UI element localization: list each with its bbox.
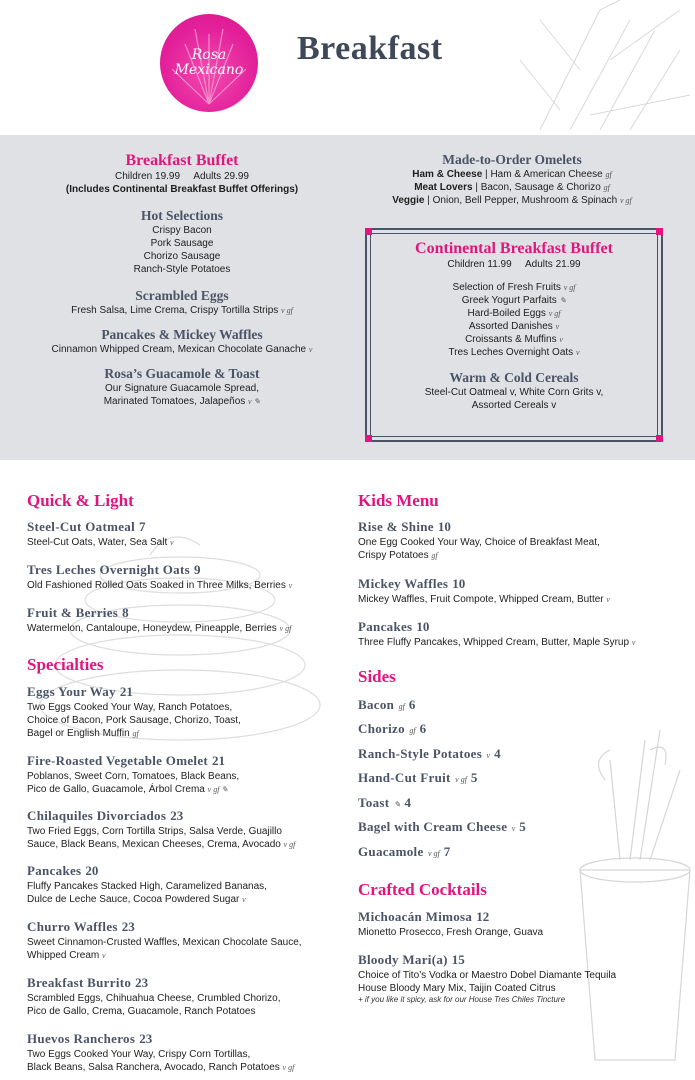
box-corner bbox=[365, 228, 372, 235]
omelets-title: Made-to-Order Omelets bbox=[442, 152, 582, 167]
logo-line2: Mexicano bbox=[174, 62, 244, 78]
guacamole-toast-desc: Marinated Tomatoes, Jalapeños bbox=[103, 396, 246, 407]
item-desc: Two Eggs Cooked Your Way, Ranch Potatoes, bbox=[27, 702, 233, 713]
side-item bbox=[358, 818, 526, 836]
omelet-row: Meat Lovers | Bacon, Sausage & Chorizo gf bbox=[414, 182, 610, 193]
cereals-title: Warm & Cold Cereals bbox=[449, 370, 579, 385]
guacamole-toast-title: Rosa’s Guacamole & Toast bbox=[104, 366, 260, 381]
item-name: Huevos Rancheros bbox=[27, 1031, 136, 1046]
item-price: 10 bbox=[452, 576, 466, 591]
diet-badge: v bbox=[559, 335, 563, 344]
continental-item: Tres Leches Overnight Oats bbox=[448, 347, 574, 358]
hot-selections-title: Hot Selections bbox=[140, 208, 224, 223]
box-corner bbox=[656, 228, 663, 235]
diet-badge: v bbox=[242, 895, 246, 904]
item-price: 10 bbox=[416, 619, 430, 634]
menu-item bbox=[27, 807, 295, 851]
diet-badge: v gf ✎ bbox=[207, 785, 229, 794]
item-desc: Pico de Gallo, Guacamole, Árbol Crema bbox=[27, 784, 205, 795]
cereals-line: Steel-Cut Oatmeal v, White Corn Grits v, bbox=[424, 387, 604, 398]
continental-item: Greek Yogurt Parfaits bbox=[461, 295, 557, 306]
item-name: Bagel with Cream Cheese bbox=[358, 819, 508, 834]
side-item bbox=[358, 720, 426, 738]
side-item bbox=[358, 843, 450, 861]
item-price: 21 bbox=[212, 753, 226, 768]
guacamole-toast-desc: Our Signature Guacamole Spread, bbox=[105, 383, 259, 394]
scrambled-eggs-title: Scrambled Eggs bbox=[135, 288, 229, 303]
hot-item: Chorizo Sausage bbox=[143, 251, 221, 262]
diet-badge: v gf bbox=[619, 196, 632, 205]
item-name: Breakfast Burrito bbox=[27, 975, 132, 990]
diet-badge: ✎ bbox=[393, 800, 401, 809]
menu-item bbox=[358, 618, 635, 649]
side-item bbox=[358, 794, 411, 812]
item-name: Ranch-Style Potatoes bbox=[358, 746, 483, 761]
diet-badge: v bbox=[288, 581, 293, 590]
item-price: 5 bbox=[519, 819, 526, 834]
breakfast-buffet-prices: Children 19.99 Adults 29.99 bbox=[115, 171, 249, 182]
diet-badge: gf bbox=[605, 170, 612, 179]
page-title: Breakfast bbox=[297, 30, 443, 67]
item-price: 23 bbox=[135, 975, 149, 990]
item-name: Mickey Waffles bbox=[358, 576, 449, 591]
item-price: 12 bbox=[476, 909, 490, 924]
diet-badge: v gf bbox=[548, 309, 561, 318]
diet-badge: gf bbox=[132, 729, 139, 738]
diet-badge: gf bbox=[398, 702, 405, 711]
item-name: Chilaquiles Divorciados bbox=[27, 808, 167, 823]
menu-item bbox=[27, 561, 292, 592]
menu-item bbox=[27, 752, 239, 796]
item-price: 23 bbox=[121, 919, 135, 934]
hot-item: Crispy Bacon bbox=[152, 225, 212, 236]
item-desc: Scrambled Eggs, Chihuahua Cheese, Crumbled Chorizo, bbox=[27, 993, 281, 1004]
item-desc: Whipped Cream bbox=[27, 950, 100, 961]
item-desc: Poblanos, Sweet Corn, Tomatoes, Black Beans, bbox=[27, 771, 240, 782]
menu-item bbox=[27, 862, 267, 906]
item-desc: Crispy Potatoes bbox=[358, 550, 429, 561]
item-name: Hand-Cut Fruit bbox=[358, 770, 451, 785]
header bbox=[0, 0, 695, 130]
diet-badge: v ✎ bbox=[248, 397, 261, 406]
item-name: Pancakes bbox=[358, 619, 413, 634]
agave-illustration-icon bbox=[480, 0, 695, 130]
diet-badge: v gf bbox=[283, 840, 296, 849]
continental-item: Croissants & Muffins bbox=[465, 334, 557, 345]
omelet-desc: Bacon, Sausage & Chorizo bbox=[480, 182, 601, 193]
breakfast-buffet-includes: (Includes Continental Breakfast Buffet Offerings) bbox=[65, 184, 299, 195]
diet-badge: v bbox=[486, 751, 491, 760]
menu-item bbox=[27, 918, 302, 962]
item-name: Tres Leches Overnight Oats bbox=[27, 562, 190, 577]
logo-line1: Rosa bbox=[191, 47, 227, 64]
item-name: Guacamole bbox=[358, 844, 424, 859]
item-price: 4 bbox=[404, 795, 412, 810]
continental-item: Hard-Boiled Eggs bbox=[467, 308, 546, 319]
item-name: Bacon bbox=[358, 697, 395, 712]
item-desc: Two Eggs Cooked Your Way, Crispy Corn Tortillas, bbox=[27, 1049, 251, 1060]
item-name: Toast bbox=[358, 795, 390, 810]
sides-title: Sides bbox=[358, 667, 396, 686]
item-desc: Pico de Gallo, Crema, Guacamole, Ranch Potatoes bbox=[27, 1006, 256, 1017]
diet-badge: v bbox=[102, 951, 106, 960]
diet-badge: v gf bbox=[563, 283, 576, 292]
item-desc: Mickey Waffles, Fruit Compote, Whipped Cream, Butter bbox=[358, 594, 604, 605]
item-desc: Fluffy Pancakes Stacked High, Caramelized Bananas, bbox=[27, 881, 267, 892]
item-price: 7 bbox=[139, 519, 146, 534]
item-name: Eggs Your Way bbox=[27, 684, 116, 699]
continental-buffet-box bbox=[365, 228, 663, 442]
item-name: Churro Waffles bbox=[27, 919, 118, 934]
menu-item bbox=[358, 908, 543, 939]
diet-badge: v bbox=[606, 595, 610, 604]
item-desc: Bagel or English Muffin bbox=[27, 728, 130, 739]
bloody-mary-illustration-icon bbox=[560, 720, 695, 1070]
logo bbox=[160, 14, 258, 112]
item-price: 23 bbox=[170, 808, 184, 823]
hot-item: Pork Sausage bbox=[150, 238, 214, 249]
menu-item bbox=[27, 974, 280, 1018]
menu-item bbox=[358, 575, 610, 606]
diet-badge: v gf bbox=[281, 306, 293, 315]
box-corner bbox=[365, 435, 372, 442]
side-item bbox=[358, 769, 477, 787]
diet-badge: gf bbox=[603, 183, 610, 192]
continental-item: Selection of Fresh Fruits bbox=[452, 282, 561, 293]
item-price: 7 bbox=[443, 844, 451, 859]
menu-item bbox=[358, 951, 616, 1004]
item-desc: One Egg Cooked Your Way, Choice of Breakfast Meat, bbox=[358, 537, 600, 548]
item-desc: Dulce de Leche Sauce, Cocoa Powdered Sugar bbox=[27, 894, 240, 905]
item-desc: Old Fashioned Rolled Oats Soaked in Three Milks, Berries bbox=[27, 580, 286, 591]
item-name: Michoacán Mimosa bbox=[358, 909, 473, 924]
diet-badge: v bbox=[170, 538, 174, 547]
item-price: 23 bbox=[139, 1031, 153, 1046]
item-price: 21 bbox=[119, 684, 133, 699]
item-price: 6 bbox=[419, 721, 427, 736]
item-price: 15 bbox=[451, 952, 465, 967]
item-desc: Three Fluffy Pancakes, Whipped Cream, Butter, Maple Syrup bbox=[358, 637, 630, 648]
continental-title: Continental Breakfast Buffet bbox=[415, 240, 613, 257]
cocktails-title: Crafted Cocktails bbox=[358, 880, 487, 899]
omelet-row: Veggie | Onion, Bell Pepper, Mushroom & Spinach v gf bbox=[392, 195, 632, 206]
continental-item: Assorted Danishes bbox=[468, 321, 553, 332]
diet-badge: ✎ bbox=[559, 296, 567, 305]
omelet-name: Ham & Cheese bbox=[412, 169, 483, 180]
item-name: Chorizo bbox=[358, 721, 405, 736]
diet-badge: v gf bbox=[427, 849, 440, 858]
item-name: Steel-Cut Oatmeal bbox=[27, 519, 135, 534]
diet-badge: gf bbox=[409, 726, 416, 735]
item-price: 10 bbox=[437, 519, 451, 534]
item-desc: Steel-Cut Oats, Water, Sea Salt bbox=[27, 537, 168, 548]
item-desc: Watermelon, Cantaloupe, Honeydew, Pineapple, Berries bbox=[27, 623, 277, 634]
diet-badge: v gf bbox=[455, 775, 467, 784]
menu-item bbox=[27, 604, 291, 635]
item-desc: Sauce, Black Beans, Mexican Cheeses, Crema, Avocado bbox=[27, 839, 281, 850]
continental-prices: Children 11.99 Adults 21.99 bbox=[447, 259, 581, 270]
item-desc: Two Fried Eggs, Corn Tortilla Strips, Salsa Verde, Guajillo bbox=[27, 826, 282, 837]
item-price: 6 bbox=[408, 697, 416, 712]
scrambled-eggs-desc: Fresh Salsa, Lime Crema, Crispy Tortilla Strips bbox=[71, 305, 279, 316]
item-name: Bloody Mari(a) bbox=[358, 952, 448, 967]
diet-badge: gf bbox=[431, 551, 438, 560]
menu-item bbox=[27, 683, 241, 740]
item-price: 5 bbox=[470, 770, 478, 785]
breakfast-buffet-title: Breakfast Buffet bbox=[125, 152, 239, 169]
item-price: 20 bbox=[85, 863, 99, 878]
side-item bbox=[358, 696, 415, 714]
omelet-desc: Ham & American Cheese bbox=[490, 169, 603, 180]
menu-item bbox=[358, 518, 600, 562]
specialties-title: Specialties bbox=[27, 655, 104, 674]
omelets-section bbox=[362, 152, 662, 207]
omelet-name: Veggie bbox=[392, 195, 425, 206]
item-desc: Sweet Cinnamon-Crusted Waffles, Mexican Chocolate Sauce, bbox=[27, 937, 302, 948]
diet-badge: v bbox=[511, 824, 516, 833]
omelet-desc: Onion, Bell Pepper, Mushroom & Spinach bbox=[432, 195, 618, 206]
item-desc: House Bloody Mary Mix, Taijin Coated Citrus bbox=[358, 983, 556, 994]
side-item bbox=[358, 745, 501, 763]
cocktail-note: + if you like it spicy, ask for our House Tres Chiles Tincture bbox=[358, 995, 566, 1004]
pancakes-waffles-desc: Cinnamon Whipped Cream, Mexican Chocolate Ganache bbox=[51, 344, 307, 355]
breakfast-buffet-section bbox=[14, 152, 350, 408]
cereals-line: Assorted Cereals v bbox=[471, 400, 557, 411]
item-price: 8 bbox=[122, 605, 129, 620]
kids-menu-title: Kids Menu bbox=[358, 491, 439, 510]
item-name: Rise & Shine bbox=[358, 519, 434, 534]
item-desc: Black Beans, Salsa Ranchera, Avocado, Ranch Potatoes bbox=[27, 1062, 280, 1073]
item-name: Fruit & Berries bbox=[27, 605, 119, 620]
quick-light-title: Quick & Light bbox=[27, 491, 134, 510]
item-price: 4 bbox=[494, 746, 501, 761]
omelet-name: Meat Lovers bbox=[414, 182, 473, 193]
item-desc: Choice of Bacon, Pork Sausage, Chorizo, Toast, bbox=[27, 715, 241, 726]
diet-badge: v gf bbox=[279, 624, 292, 633]
item-name: Pancakes bbox=[27, 863, 82, 878]
omelet-row: Ham & Cheese | Ham & American Cheese gf bbox=[412, 169, 612, 180]
diet-badge: v bbox=[631, 638, 636, 647]
box-corner bbox=[656, 435, 663, 442]
diet-badge: v bbox=[575, 348, 580, 357]
diet-badge: v bbox=[555, 322, 560, 331]
item-desc: Choice of Tito’s Vodka or Maestro Dobel Diamante Tequila bbox=[358, 970, 617, 981]
pancakes-waffles-title: Pancakes & Mickey Waffles bbox=[101, 327, 263, 342]
menu-item bbox=[27, 518, 174, 549]
item-name: Fire-Roasted Vegetable Omelet bbox=[27, 753, 209, 768]
diet-badge: v bbox=[308, 345, 313, 354]
diet-badge: v gf bbox=[282, 1063, 295, 1072]
menu-item bbox=[27, 1030, 294, 1074]
item-desc: Mionetto Prosecco, Fresh Orange, Guava bbox=[358, 927, 544, 938]
item-price: 9 bbox=[193, 562, 201, 577]
hot-item: Ranch-Style Potatoes bbox=[133, 264, 231, 275]
